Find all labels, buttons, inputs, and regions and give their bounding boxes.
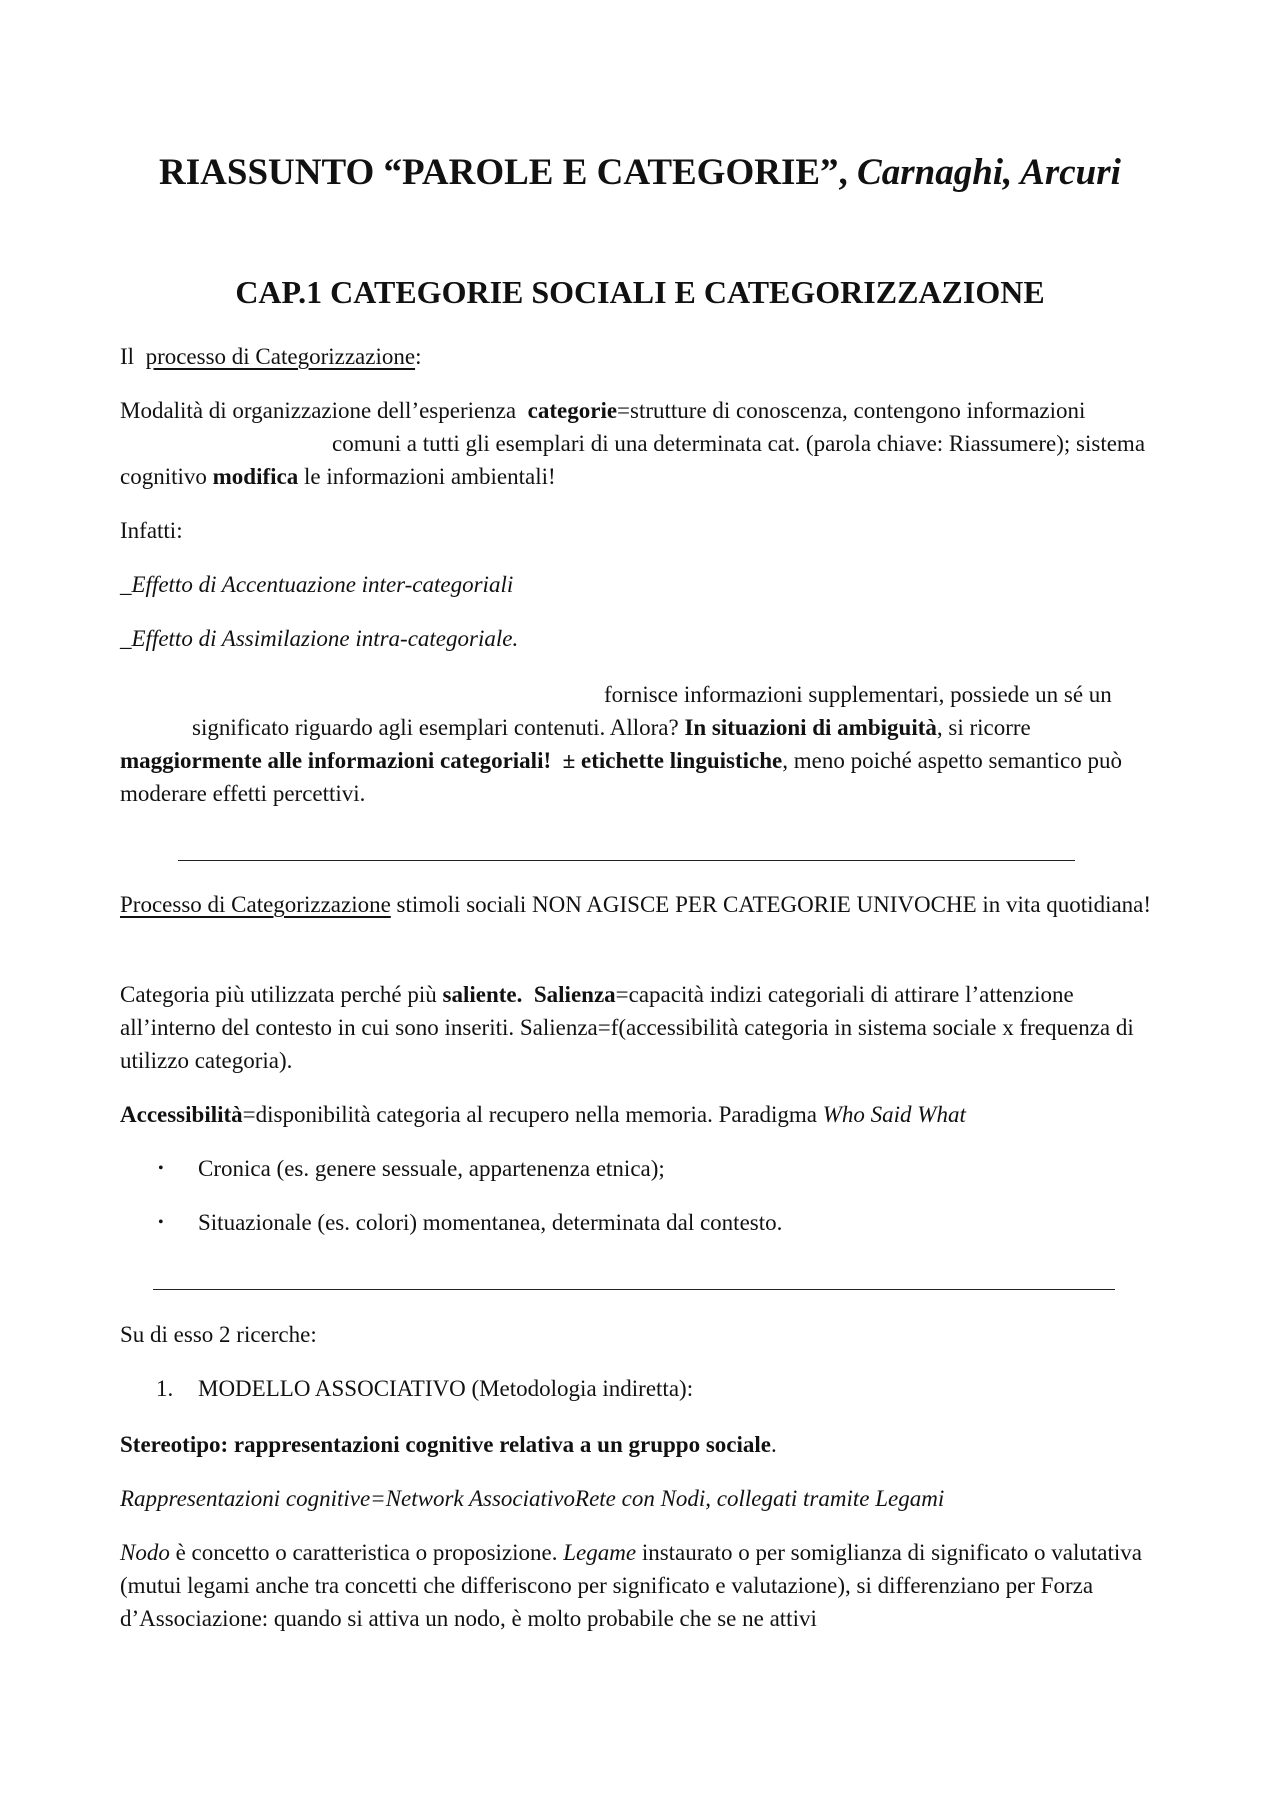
intro-prefix: Il — [120, 344, 135, 369]
definition-term-categorie: categorie — [527, 398, 618, 423]
paragraph-accessibilita — [120, 1098, 1160, 1131]
list-item-text: MODELLO ASSOCIATIVO (Metodologia indiretta): — [198, 1376, 694, 1401]
paragraph-network: Rappresentazioni cognitive=Network AssociativoRete con Nodi, collegati tramite Legami — [120, 1486, 945, 1511]
salienza-bold-b: saliente. — [442, 982, 523, 1007]
paragraph-definition — [120, 394, 1160, 493]
intro-colon: : — [415, 344, 422, 369]
ambiguity-text-g: , meno poiché aspetto semantico può moderare effetti percettivi. — [120, 748, 1123, 806]
nodo-text: è concetto o caratteristica o proposizione. — [175, 1540, 558, 1565]
chapter-title: CAP.1 CATEGORIE SOCIALI E CATEGORIZZAZIONE — [235, 274, 1045, 310]
processo-underlined-term: Processo di Categorizzazione — [120, 892, 391, 917]
definition-text-d: comuni a tutti gli esemplari di una determinata cat. (parola chiave: Riassumere); sistema cognitivo — [120, 431, 1146, 489]
definition-text-c: =strutture di conoscenza, contengono informazioni — [617, 398, 1086, 423]
ambiguity-bold-e: maggiormente alle informazioni categoriali! — [120, 748, 552, 773]
paragraph-effect-accentuazione: _Effetto di Accentuazione inter-categoriali — [120, 572, 514, 597]
bullet-icon: • — [158, 1160, 164, 1177]
title-authors: Carnaghi, Arcuri — [857, 152, 1121, 193]
ambiguity-bold-c: In situazioni di ambiguità — [684, 715, 937, 740]
paragraph-stereotipo — [120, 1428, 1160, 1461]
paragraph-processo — [120, 888, 1160, 921]
accessibilita-term: Accessibilità — [120, 1102, 243, 1127]
ambiguity-text-d: , si ricorre — [936, 715, 1031, 740]
paragraph-nodo — [120, 1536, 1160, 1635]
legame-term: Legame — [563, 1540, 637, 1565]
intro-underlined-term: processo di Categorizzazione — [145, 344, 416, 369]
horizontal-divider — [153, 1289, 1115, 1290]
salienza-text-a: Categoria più utilizzata perché più — [120, 982, 437, 1007]
definition-text-a: Modalità di organizzazione dell’esperienza — [120, 398, 517, 423]
definition-term-modifica: modifica — [212, 464, 299, 489]
list-number: 1. — [156, 1376, 174, 1401]
processo-text: stimoli sociali NON AGISCE PER CATEGORIE UNIVOCHE in vita quotidiana! — [396, 892, 1152, 917]
nodo-term: Nodo — [120, 1540, 170, 1565]
stereotipo-period: . — [771, 1432, 777, 1457]
list-item-text: Cronica (es. genere sessuale, appartenenza etnica); — [198, 1156, 665, 1181]
title-main: RIASSUNTO “PAROLE E CATEGORIE”, — [159, 152, 848, 193]
list-item-text: Situazionale (es. colori) momentanea, determinata dal contesto. — [198, 1210, 783, 1235]
salienza-text-d: =capacità indizi categoriali di attirare l’attenzione all’interno del contesto in cui sono inseriti. Salienza=f(accessibilità categoria in sistema sociale x frequenza di utilizzo categoria). — [120, 982, 1134, 1073]
ambiguity-bold-f: ± etichette linguistiche — [562, 748, 783, 773]
bullet-icon: • — [158, 1214, 164, 1231]
paragraph-infatti: Infatti: — [120, 518, 183, 543]
stereotipo-definition: Stereotipo: rappresentazioni cognitive relativa a un gruppo sociale — [120, 1432, 771, 1457]
paragraph-ricerche: Su di esso 2 ricerche: — [120, 1322, 317, 1347]
paradigm-name: Who Said What — [822, 1102, 966, 1127]
accessibilita-text: =disponibilità categoria al recupero nella memoria. Paradigma — [242, 1102, 817, 1127]
paragraph-intro — [120, 340, 1160, 373]
ambiguity-text-a: fornisce informazioni supplementari, possiede un sé un — [604, 682, 1112, 707]
paragraph-ambiguity — [120, 678, 1160, 810]
salienza-bold-c: Salienza — [533, 982, 616, 1007]
paragraph-effect-assimilazione: _Effetto di Assimilazione intra-categoriale. — [120, 626, 519, 651]
document-title — [0, 150, 1280, 196]
paragraph-salienza — [120, 978, 1160, 1077]
horizontal-divider — [178, 860, 1075, 861]
legame-text: instaurato o per somiglianza di significato o valutativa (mutui legami anche tra concetti che differiscono per significato e valutazione), si differenziano per Forza d’Associazione: quando si attiva un nodo, è molto probabile che se ne attivi — [120, 1540, 1142, 1631]
definition-text-f: le informazioni ambientali! — [304, 464, 556, 489]
ambiguity-text-b: significato riguardo agli esemplari contenuti. Allora? — [192, 715, 679, 740]
